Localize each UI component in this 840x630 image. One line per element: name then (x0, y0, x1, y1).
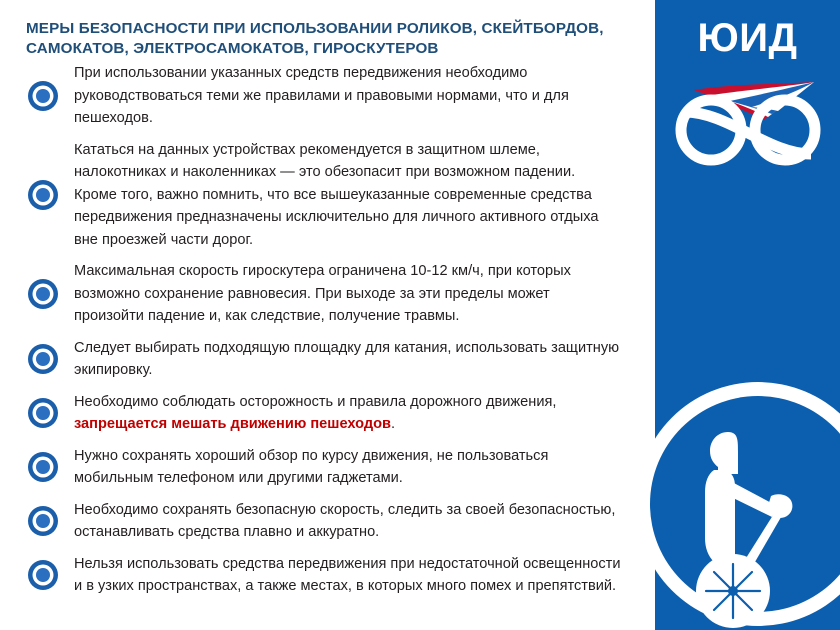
yuid-logo (655, 18, 840, 183)
list-item (0, 391, 655, 436)
list-item (0, 553, 655, 598)
segway-rider-road-sign (632, 378, 840, 630)
list-item (0, 260, 655, 328)
warning-highlight: запрещается мешать движению пешеходов (74, 416, 391, 432)
list-item-text: Нельзя использовать средства передвижения при недостаточной освещенности и в узких пространствах, а также местах, в которых много помех и препятствий. (74, 555, 621, 594)
list-item (0, 337, 655, 382)
list-item (0, 139, 655, 252)
bullet-target-icon (26, 342, 60, 376)
list-item (0, 445, 655, 490)
list-item-text: Кататься на данных устройствах рекомендуется в защитном шлеме, налокотниках и наколенниках — это обезопасит при возможном падении. Кроме того, важно помнить, что все вышеуказанные современные средства передвижения предназначены исключительно для личного активного отдыха вне проезжей части дорог. (74, 141, 599, 248)
bullet-target-icon (26, 178, 60, 212)
list-item-text: Максимальная скорость гироскутера ограничена 10-12 км/ч, при которых возможно сохранение равновесия. При выходе за эти пределы может произойти падение и, как следствие, получение травмы. (74, 263, 571, 324)
bullet-target-icon (26, 396, 60, 430)
list-item-text: При использовании указанных средств передвижения необходимо руководствоваться теми же правилами и правовыми нормами, что и для пешеходов. (74, 65, 569, 126)
page-title: МЕРЫ БЕЗОПАСНОСТИ ПРИ ИСПОЛЬЗОВАНИИ РОЛИКОВ, СКЕЙТБОРДОВ, САМОКАТОВ, ЭЛЕКТРОСАМОКАТОВ, ГИРОСКУТЕРОВ (26, 20, 604, 57)
list-item-text: Следует выбирать подходящую площадку для катания, использовать защитную экипировку. (74, 339, 620, 378)
list-item-text: Необходимо сохранять безопасную скорость, следить за своей безопасностью, останавливать средства плавно и аккуратно. (74, 501, 616, 540)
rule-text-before: Необходимо соблюдать осторожность и правила дорожного движения, (74, 393, 557, 410)
bullet-target-icon (26, 558, 60, 592)
list-item-text (74, 391, 622, 436)
yuid-logo-text: ЮИД (697, 16, 798, 60)
rule-text-after: . (391, 416, 396, 432)
bullet-target-icon (26, 504, 60, 538)
list-item (0, 499, 655, 544)
safety-rules-list (0, 62, 655, 607)
bicycle-infinity-logo-icon (668, 62, 828, 170)
list-item-text: Нужно сохранять хороший обзор по курсу движения, не пользоваться мобильным телефоном или другими гаджетами. (74, 447, 549, 486)
list-item (0, 62, 655, 130)
bullet-target-icon (26, 450, 60, 484)
bullet-target-icon (26, 79, 60, 113)
bullet-target-icon (26, 277, 60, 311)
